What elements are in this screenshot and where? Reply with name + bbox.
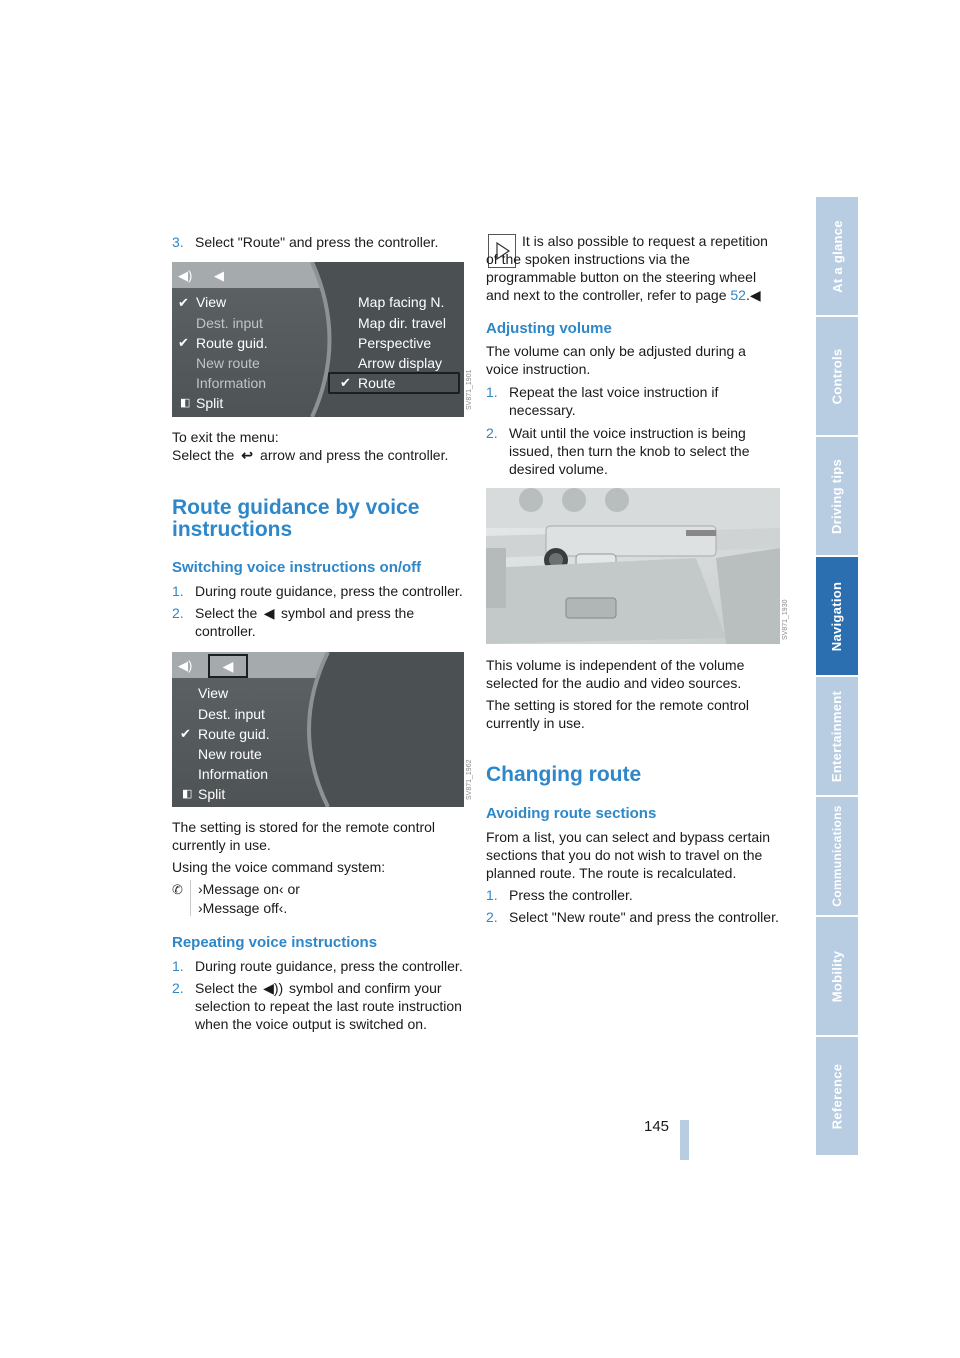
split-icon: ◧ <box>180 397 191 409</box>
voice-command-text: Using the voice command system: <box>172 859 386 875</box>
tab-reference[interactable]: Reference <box>816 1037 858 1157</box>
stored-setting-text: The setting is stored for the remote control currently in use. <box>172 819 436 853</box>
speaker-icon: ◀) <box>178 268 193 283</box>
heading-repeating-voice: Repeating voice instructions <box>172 934 378 951</box>
menu-item-view[interactable]: View <box>196 294 227 310</box>
volume-intro: The volume can only be adjusted during a voice instruction. <box>486 343 746 377</box>
check-icon: ✔ <box>340 375 351 390</box>
switch-step-1: 1. During route guidance, press the controller. <box>172 583 463 599</box>
repeat-step-1: 1. During route guidance, press the controller. <box>172 958 463 974</box>
page-number: 145 <box>644 1118 670 1135</box>
volume-step-1: 1. Repeat the last voice instruction if necessary. <box>486 384 719 418</box>
avoid-step-1: 1. Press the controller. <box>486 887 633 903</box>
switch-step-2: 2. Select the ◀ symbol and press the controller. <box>172 605 415 639</box>
menu-item-dest-input[interactable]: Dest. input <box>196 315 263 331</box>
menu-item-information[interactable]: Information <box>198 766 269 782</box>
chapter-tabs <box>816 197 858 1157</box>
heading-avoiding-sections: Avoiding route sections <box>486 805 657 822</box>
tab-communications[interactable]: Communications <box>816 797 858 917</box>
voice-command-block: ✆ ›Message on‹ or ›Message off‹. <box>172 881 300 916</box>
heading-switching-voice: Switching voice instructions on/off <box>172 559 422 576</box>
volume-step-2: 2. Wait until the voice instruction is being issued, then turn the knob to select the desired volume. <box>486 425 750 477</box>
image-code: SV871_1962 <box>466 759 473 800</box>
split-icon: ◧ <box>182 788 193 800</box>
tab-mobility[interactable]: Mobility <box>816 917 858 1037</box>
step-3: 3. Select "Route" and press the controller. <box>172 234 439 250</box>
tab-driving-tips[interactable]: Driving tips <box>816 437 858 557</box>
voice-command-icon: ✆ <box>172 882 183 897</box>
menu-item-split[interactable]: Split <box>196 395 224 411</box>
heading-adjusting-volume: Adjusting volume <box>486 320 612 337</box>
note-text: It is also possible to request a repetition of the spoken instructions via the programmable button on the steering wheel and next to the controller, refer to page 52.◀ <box>486 233 768 303</box>
menu-item-perspective[interactable]: Perspective <box>358 335 432 351</box>
menu-item-new-route[interactable]: New route <box>198 746 262 762</box>
check-icon: ✔ <box>178 295 189 310</box>
menu-item-new-route[interactable]: New route <box>196 355 260 371</box>
page-number-bar <box>680 1120 689 1160</box>
controller-photo <box>486 488 780 644</box>
menu-item-route-guid[interactable]: Route guid. <box>198 726 270 742</box>
tab-navigation[interactable]: Navigation <box>816 557 858 677</box>
speaker-icon: ◀) <box>178 658 193 673</box>
menu-item-arrow-display[interactable]: Arrow display <box>358 355 443 371</box>
exit-line-2: Select the ↩ arrow and press the controller. <box>172 447 449 463</box>
repeat-step-2: 2. Select the ◀)) symbol and confirm your selection to repeat the last route instruction when the voice output is switched on. <box>172 980 462 1032</box>
menu-item-view[interactable]: View <box>198 685 229 701</box>
back-arrow-icon: ↩ <box>241 447 254 463</box>
page-link[interactable]: 52 <box>730 287 746 303</box>
menu-item-information[interactable]: Information <box>196 375 267 391</box>
speaker-mute-icon: ◀ <box>214 268 224 283</box>
menu-screenshot-route <box>172 262 464 417</box>
heading-changing-route: Changing route <box>486 763 642 786</box>
speaker-mute-icon: ◀ <box>263 605 275 621</box>
tab-controls[interactable]: Controls <box>816 317 858 437</box>
image-code: SV871_1930 <box>782 599 789 640</box>
menu-item-map-dir-travel[interactable]: Map dir. travel <box>358 315 446 331</box>
menu-item-route[interactable]: Route <box>358 375 396 391</box>
volume-stored-text: The setting is stored for the remote control currently in use. <box>486 697 750 731</box>
menu-screenshot-voice <box>172 652 464 807</box>
menu-item-map-facing-n[interactable]: Map facing N. <box>358 294 445 310</box>
tab-entertainment[interactable]: Entertainment <box>816 677 858 797</box>
avoid-intro: From a list, you can select and bypass certain sections that you do not wish to travel on the planned route. The route is recalculated. <box>486 829 771 881</box>
heading-route-guidance-voice: Route guidance by voice instructions <box>172 496 420 541</box>
check-icon: ✔ <box>180 726 191 741</box>
avoid-step-2: 2. Select "New route" and press the controller. <box>486 909 779 925</box>
speaker-icon: ◀)) <box>263 980 284 996</box>
image-code: SV871_1901 <box>466 369 473 410</box>
exit-line-1: To exit the menu: <box>172 429 279 445</box>
volume-independent-text: This volume is independent of the volume selected for the audio and video sources. <box>486 657 745 691</box>
speaker-mute-button[interactable]: ◀ <box>208 654 248 678</box>
menu-item-dest-input[interactable]: Dest. input <box>198 706 265 722</box>
menu-item-split[interactable]: Split <box>198 786 226 802</box>
tab-at-a-glance[interactable]: At a glance <box>816 197 858 317</box>
check-icon: ✔ <box>178 335 189 350</box>
menu-item-route-guid[interactable]: Route guid. <box>196 335 268 351</box>
